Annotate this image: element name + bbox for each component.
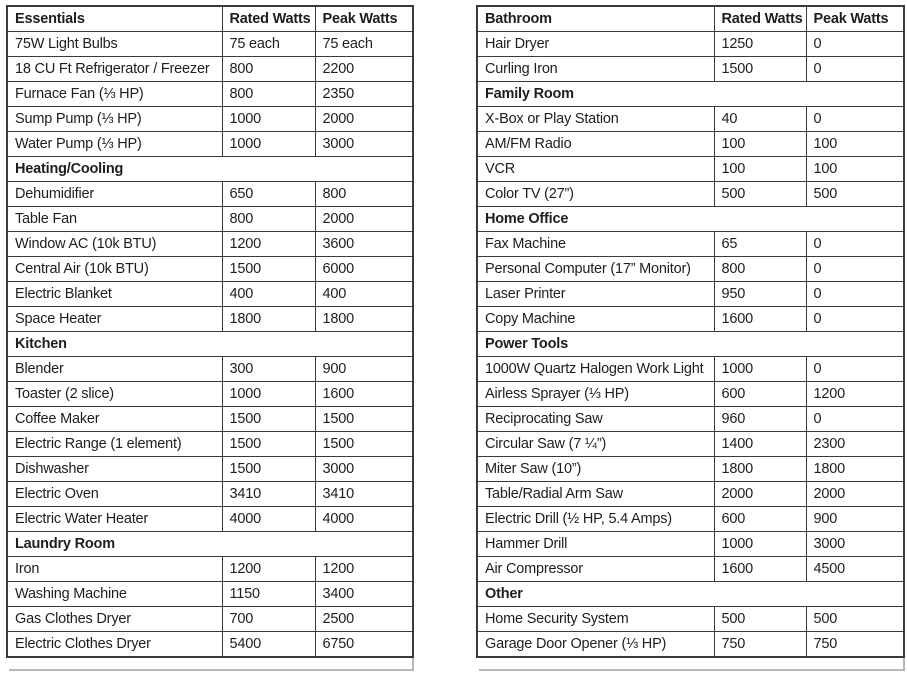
peak-watts-value: 2200: [315, 57, 413, 82]
rated-watts-value: 1000: [714, 357, 806, 382]
rated-watts-value: 1600: [714, 557, 806, 582]
peak-watts-value: 1800: [315, 307, 413, 332]
rated-watts-value: 5400: [222, 632, 315, 658]
right-table-shadow-bottom: [479, 669, 905, 671]
table-row: [477, 257, 904, 282]
peak-watts-value: 900: [315, 357, 413, 382]
rated-watts-value: 1200: [222, 557, 315, 582]
peak-watts-value: 1800: [806, 457, 904, 482]
rated-watts-value: 600: [714, 382, 806, 407]
table-row: [7, 357, 413, 382]
appliance-name: Furnace Fan (⅓ HP): [7, 82, 222, 107]
header-peak-watts: Peak Watts: [315, 6, 413, 32]
section-title: Other: [477, 582, 904, 607]
peak-watts-value: 1200: [806, 382, 904, 407]
section-header-row: [7, 157, 413, 182]
appliance-name: Electric Range (1 element): [7, 432, 222, 457]
rated-watts-value: 100: [714, 157, 806, 182]
appliance-name: Window AC (10k BTU): [7, 232, 222, 257]
peak-watts-value: 6750: [315, 632, 413, 658]
appliance-name: Electric Oven: [7, 482, 222, 507]
wattage-table-right: [476, 5, 905, 658]
appliance-name: Miter Saw (10”): [477, 457, 714, 482]
appliance-name: X-Box or Play Station: [477, 107, 714, 132]
rated-watts-value: 4000: [222, 507, 315, 532]
table-header-row: [477, 6, 904, 32]
peak-watts-value: 900: [806, 507, 904, 532]
rated-watts-value: 65: [714, 232, 806, 257]
rated-watts-value: 500: [714, 607, 806, 632]
appliance-name: Blender: [7, 357, 222, 382]
table-row: [7, 582, 413, 607]
table-row: [7, 207, 413, 232]
table-row: [477, 182, 904, 207]
table-header-row: [7, 6, 413, 32]
appliance-name: Copy Machine: [477, 307, 714, 332]
peak-watts-value: 0: [806, 107, 904, 132]
table-row: [7, 132, 413, 157]
peak-watts-value: 0: [806, 282, 904, 307]
section-header-row: [477, 207, 904, 232]
appliance-name: Central Air (10k BTU): [7, 257, 222, 282]
peak-watts-value: 3400: [315, 582, 413, 607]
rated-watts-value: 75 each: [222, 32, 315, 57]
table-row: [7, 107, 413, 132]
section-header-row: [7, 332, 413, 357]
appliance-name: Electric Blanket: [7, 282, 222, 307]
wattage-table-left: [6, 5, 414, 658]
table-row: [7, 482, 413, 507]
rated-watts-value: 800: [714, 257, 806, 282]
appliance-name: Gas Clothes Dryer: [7, 607, 222, 632]
appliance-name: Washing Machine: [7, 582, 222, 607]
peak-watts-value: 750: [806, 632, 904, 658]
rated-watts-value: 300: [222, 357, 315, 382]
rated-watts-value: 1200: [222, 232, 315, 257]
table-row: [7, 607, 413, 632]
left-table-shadow-bottom: [9, 669, 414, 671]
appliance-name: Airless Sprayer (⅓ HP): [477, 382, 714, 407]
appliance-name: 75W Light Bulbs: [7, 32, 222, 57]
peak-watts-value: 0: [806, 32, 904, 57]
rated-watts-value: 700: [222, 607, 315, 632]
rated-watts-value: 800: [222, 207, 315, 232]
appliance-name: Personal Computer (17” Monitor): [477, 257, 714, 282]
section-title: Kitchen: [7, 332, 413, 357]
appliance-name: Toaster (2 slice): [7, 382, 222, 407]
table-row: [7, 257, 413, 282]
table-row: [7, 57, 413, 82]
rated-watts-value: 1800: [222, 307, 315, 332]
appliance-name: Hammer Drill: [477, 532, 714, 557]
appliance-name: VCR: [477, 157, 714, 182]
peak-watts-value: 800: [315, 182, 413, 207]
table-row: [477, 232, 904, 257]
table-row: [7, 32, 413, 57]
appliance-name: 1000W Quartz Halogen Work Light: [477, 357, 714, 382]
rated-watts-value: 1000: [222, 107, 315, 132]
peak-watts-value: 400: [315, 282, 413, 307]
table-row: [477, 557, 904, 582]
header-rated-watts: Rated Watts: [714, 6, 806, 32]
peak-watts-value: 500: [806, 607, 904, 632]
peak-watts-value: 0: [806, 257, 904, 282]
rated-watts-value: 1500: [222, 407, 315, 432]
table-row: [7, 282, 413, 307]
rated-watts-value: 1000: [222, 382, 315, 407]
peak-watts-value: 2350: [315, 82, 413, 107]
peak-watts-value: 75 each: [315, 32, 413, 57]
appliance-name: Iron: [7, 557, 222, 582]
table-row: [7, 232, 413, 257]
peak-watts-value: 2000: [315, 107, 413, 132]
section-header-row: [477, 332, 904, 357]
rated-watts-value: 3410: [222, 482, 315, 507]
appliance-name: Electric Water Heater: [7, 507, 222, 532]
rated-watts-value: 1500: [222, 432, 315, 457]
rated-watts-value: 1000: [714, 532, 806, 557]
header-category: Bathroom: [477, 6, 714, 32]
peak-watts-value: 3410: [315, 482, 413, 507]
table-row: [477, 32, 904, 57]
peak-watts-value: 100: [806, 132, 904, 157]
section-title: Laundry Room: [7, 532, 413, 557]
appliance-name: Dishwasher: [7, 457, 222, 482]
peak-watts-value: 1500: [315, 407, 413, 432]
peak-watts-value: 0: [806, 407, 904, 432]
section-title: Heating/Cooling: [7, 157, 413, 182]
peak-watts-value: 3600: [315, 232, 413, 257]
appliance-name: Table/Radial Arm Saw: [477, 482, 714, 507]
appliance-name: Curling Iron: [477, 57, 714, 82]
appliance-name: Table Fan: [7, 207, 222, 232]
table-row: [7, 507, 413, 532]
peak-watts-value: 0: [806, 232, 904, 257]
table-row: [477, 632, 904, 658]
table-row: [477, 282, 904, 307]
table-row: [7, 632, 413, 658]
rated-watts-value: 1500: [714, 57, 806, 82]
rated-watts-value: 800: [222, 57, 315, 82]
table-row: [477, 432, 904, 457]
appliance-name: Coffee Maker: [7, 407, 222, 432]
appliance-name: Hair Dryer: [477, 32, 714, 57]
peak-watts-value: 3000: [806, 532, 904, 557]
table-row: [7, 82, 413, 107]
header-category: Essentials: [7, 6, 222, 32]
table-row: [477, 407, 904, 432]
rated-watts-value: 40: [714, 107, 806, 132]
peak-watts-value: 2500: [315, 607, 413, 632]
table-row: [7, 557, 413, 582]
appliance-name: Dehumidifier: [7, 182, 222, 207]
appliance-name: 18 CU Ft Refrigerator / Freezer: [7, 57, 222, 82]
appliance-name: Laser Printer: [477, 282, 714, 307]
peak-watts-value: 500: [806, 182, 904, 207]
wattage-table-left-body: [7, 6, 413, 657]
peak-watts-value: 2000: [315, 207, 413, 232]
table-row: [7, 382, 413, 407]
section-header-row: [477, 582, 904, 607]
appliance-name: Circular Saw (7 ¼”): [477, 432, 714, 457]
rated-watts-value: 950: [714, 282, 806, 307]
section-header-row: [477, 82, 904, 107]
appliance-name: Space Heater: [7, 307, 222, 332]
rated-watts-value: 400: [222, 282, 315, 307]
appliance-name: Electric Drill (½ HP, 5.4 Amps): [477, 507, 714, 532]
peak-watts-value: 2000: [806, 482, 904, 507]
peak-watts-value: 3000: [315, 132, 413, 157]
rated-watts-value: 600: [714, 507, 806, 532]
appliance-name: AM/FM Radio: [477, 132, 714, 157]
table-row: [7, 407, 413, 432]
peak-watts-value: 4000: [315, 507, 413, 532]
peak-watts-value: 6000: [315, 257, 413, 282]
table-row: [477, 382, 904, 407]
rated-watts-value: 960: [714, 407, 806, 432]
peak-watts-value: 0: [806, 307, 904, 332]
header-rated-watts: Rated Watts: [222, 6, 315, 32]
table-row: [477, 482, 904, 507]
table-row: [477, 507, 904, 532]
peak-watts-value: 100: [806, 157, 904, 182]
table-row: [477, 307, 904, 332]
appliance-name: Sump Pump (⅓ HP): [7, 107, 222, 132]
section-header-row: [7, 532, 413, 557]
peak-watts-value: 4500: [806, 557, 904, 582]
rated-watts-value: 1500: [222, 457, 315, 482]
peak-watts-value: 1600: [315, 382, 413, 407]
appliance-name: Reciprocating Saw: [477, 407, 714, 432]
rated-watts-value: 1600: [714, 307, 806, 332]
wattage-table-right-body: [477, 6, 904, 657]
rated-watts-value: 500: [714, 182, 806, 207]
peak-watts-value: 3000: [315, 457, 413, 482]
rated-watts-value: 1150: [222, 582, 315, 607]
rated-watts-value: 1250: [714, 32, 806, 57]
peak-watts-value: 0: [806, 57, 904, 82]
appliance-name: Home Security System: [477, 607, 714, 632]
section-title: Home Office: [477, 207, 904, 232]
appliance-name: Water Pump (⅓ HP): [7, 132, 222, 157]
appliance-name: Fax Machine: [477, 232, 714, 257]
appliance-name: Garage Door Opener (⅓ HP): [477, 632, 714, 658]
table-row: [7, 182, 413, 207]
appliance-name: Air Compressor: [477, 557, 714, 582]
appliance-name: Electric Clothes Dryer: [7, 632, 222, 658]
peak-watts-value: 1500: [315, 432, 413, 457]
table-row: [477, 107, 904, 132]
section-title: Power Tools: [477, 332, 904, 357]
rated-watts-value: 650: [222, 182, 315, 207]
rated-watts-value: 100: [714, 132, 806, 157]
table-row: [477, 132, 904, 157]
appliance-name: Color TV (27”): [477, 182, 714, 207]
table-row: [477, 57, 904, 82]
peak-watts-value: 1200: [315, 557, 413, 582]
rated-watts-value: 750: [714, 632, 806, 658]
table-row: [7, 432, 413, 457]
rated-watts-value: 1400: [714, 432, 806, 457]
rated-watts-value: 800: [222, 82, 315, 107]
table-row: [477, 357, 904, 382]
section-title: Family Room: [477, 82, 904, 107]
peak-watts-value: 0: [806, 357, 904, 382]
table-row: [477, 532, 904, 557]
rated-watts-value: 1500: [222, 257, 315, 282]
table-row: [477, 157, 904, 182]
table-row: [477, 457, 904, 482]
table-row: [7, 457, 413, 482]
rated-watts-value: 1000: [222, 132, 315, 157]
peak-watts-value: 2300: [806, 432, 904, 457]
rated-watts-value: 2000: [714, 482, 806, 507]
rated-watts-value: 1800: [714, 457, 806, 482]
header-peak-watts: Peak Watts: [806, 6, 904, 32]
table-row: [477, 607, 904, 632]
table-row: [7, 307, 413, 332]
